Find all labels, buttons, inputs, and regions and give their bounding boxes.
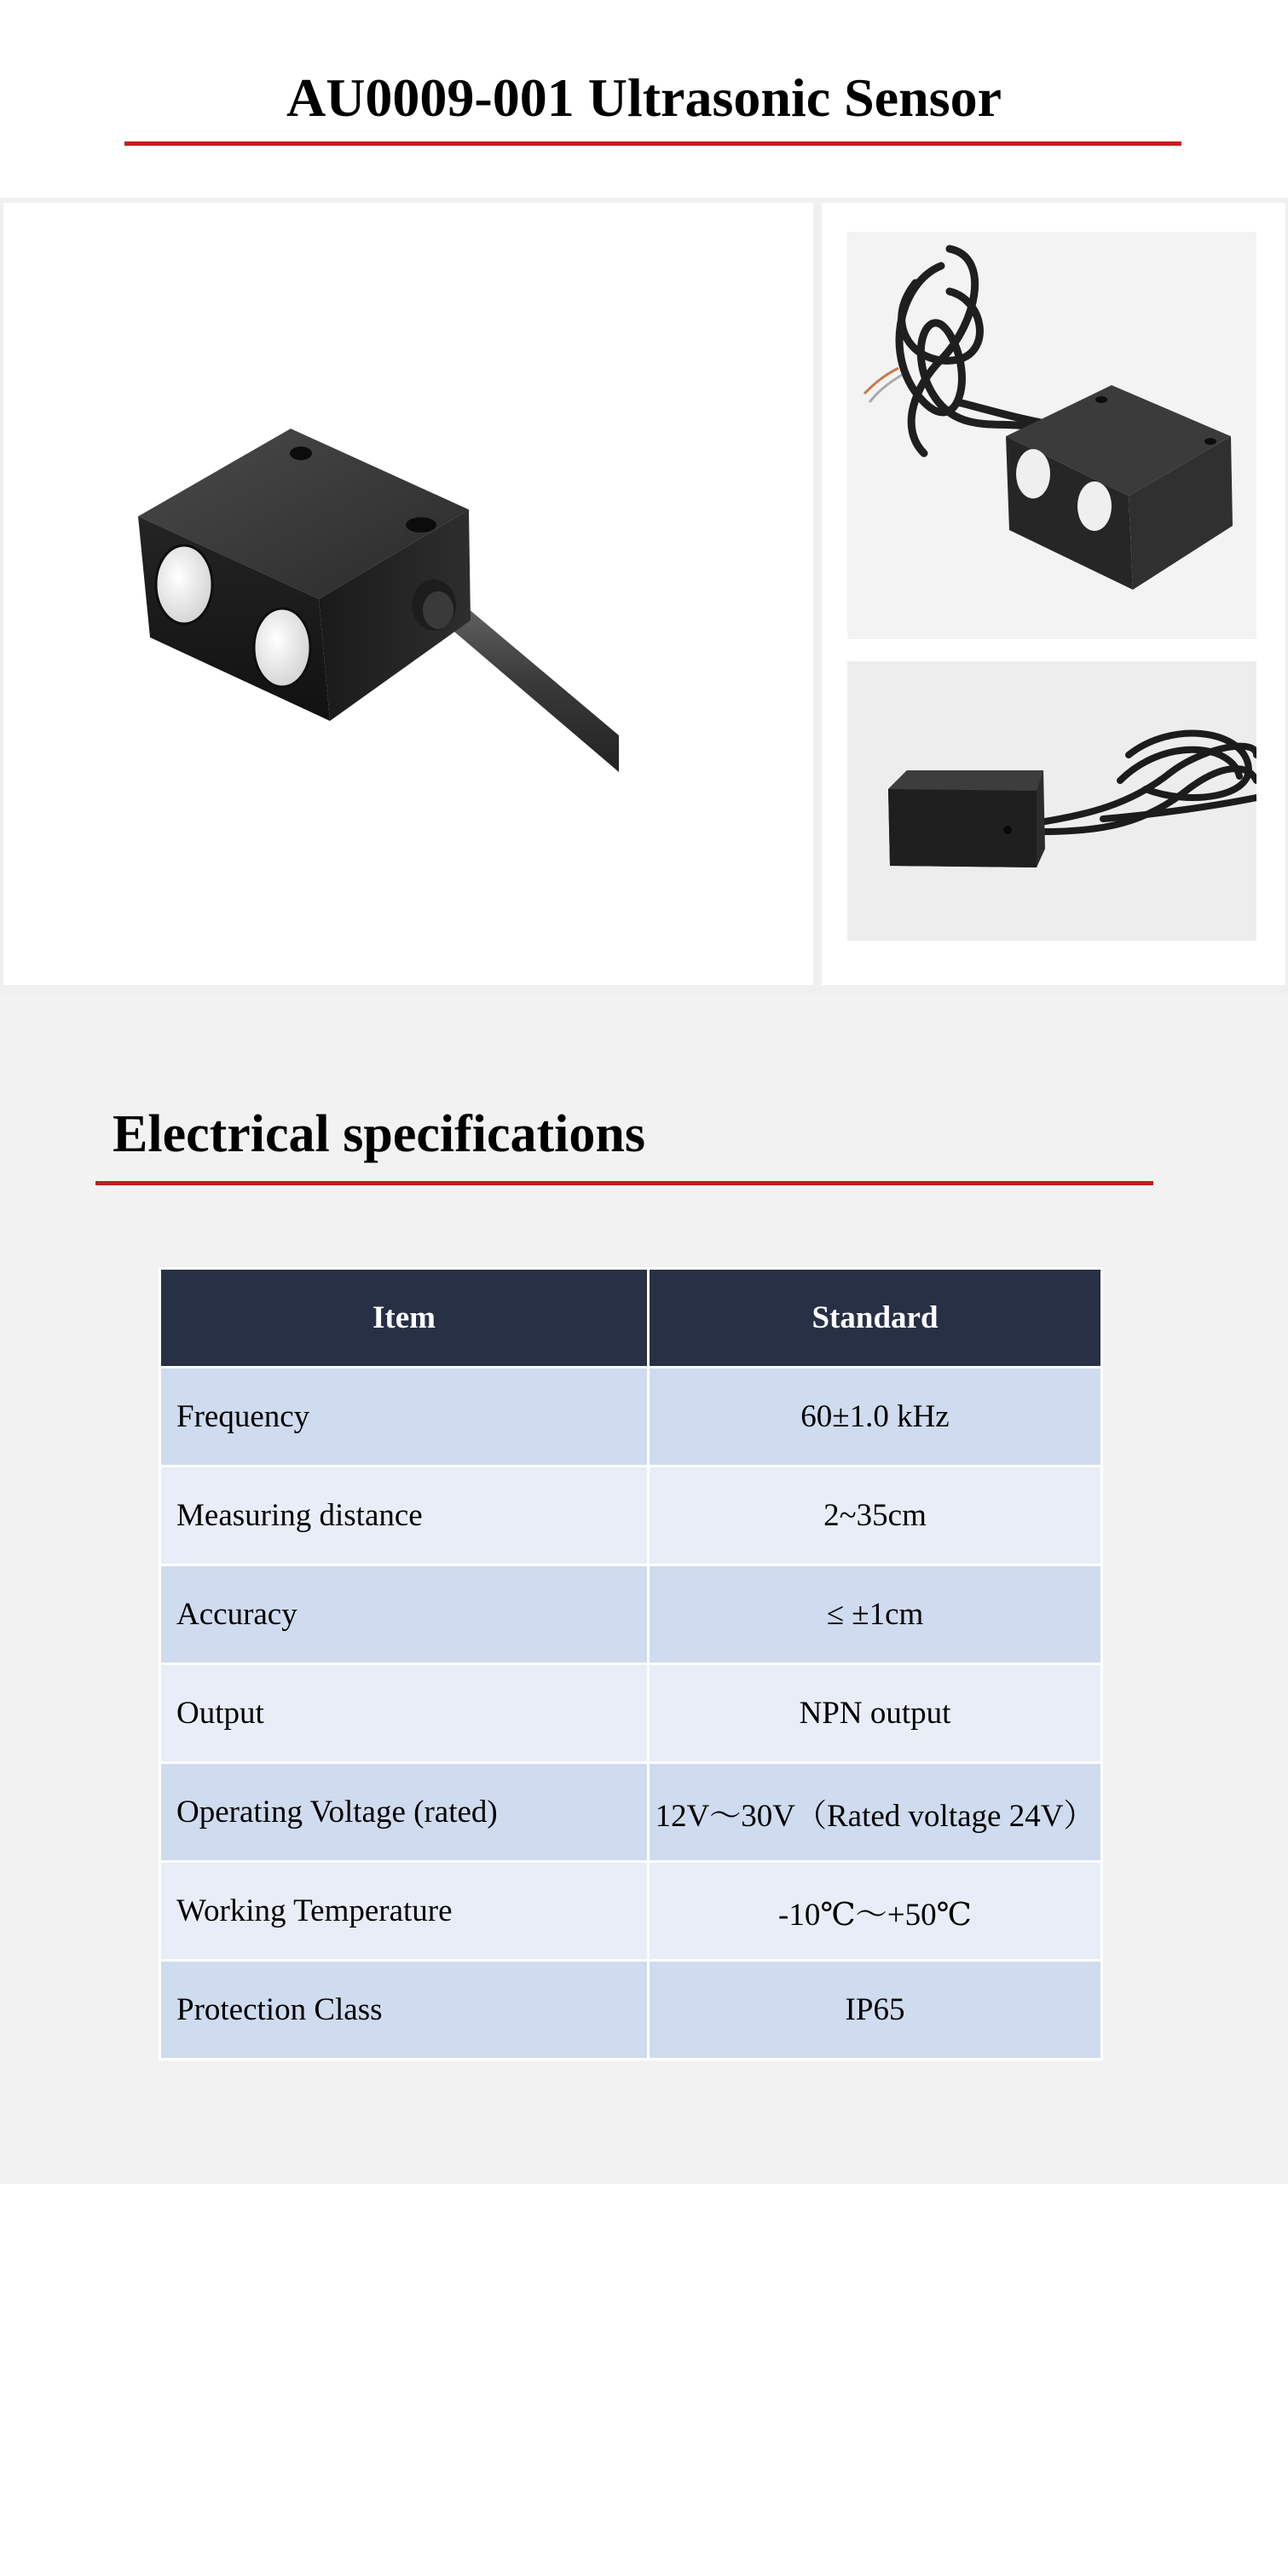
- spec-table: [159, 1267, 1103, 2060]
- standard-cell: 12V～30V（Rated voltage 24V）: [649, 1763, 1102, 1862]
- item-cell: Working Temperature: [160, 1862, 649, 1961]
- table-row: [160, 1862, 1102, 1961]
- item-cell: Output: [160, 1664, 649, 1763]
- main-image-panel: [3, 203, 813, 985]
- table-row: [160, 1368, 1102, 1467]
- column-header-standard: Standard: [649, 1269, 1102, 1368]
- item-cell: Frequency: [160, 1368, 649, 1467]
- table-row: [160, 1467, 1102, 1565]
- item-cell: Operating Voltage (rated): [160, 1763, 649, 1862]
- page-title: AU0009-001 Ultrasonic Sensor: [286, 67, 1002, 128]
- table-row: [160, 1664, 1102, 1763]
- standard-cell: 60±1.0 kHz: [649, 1368, 1102, 1467]
- sensor-photo-angled: [847, 232, 1256, 639]
- title-underline: [124, 141, 1181, 146]
- sensor-render-image: [3, 203, 813, 985]
- standard-cell: ≤ ±1cm: [649, 1565, 1102, 1664]
- page-header: [0, 0, 1288, 198]
- item-cell: Accuracy: [160, 1565, 649, 1664]
- sensor-photo-side: [847, 661, 1256, 941]
- page-footer-blank: [0, 2184, 1288, 2576]
- table-row: [160, 1961, 1102, 2060]
- column-header-item: Item: [160, 1269, 649, 1368]
- table-row: [160, 1763, 1102, 1862]
- table-row: [160, 1565, 1102, 1664]
- item-cell: Measuring distance: [160, 1467, 649, 1565]
- standard-cell: NPN output: [649, 1664, 1102, 1763]
- standard-cell: -10℃～+50℃: [649, 1862, 1102, 1961]
- standard-cell: IP65: [649, 1961, 1102, 2060]
- section-underline: [95, 1181, 1153, 1185]
- item-cell: Protection Class: [160, 1961, 649, 2060]
- table-header-row: [160, 1269, 1102, 1368]
- section-title: Electrical specifications: [113, 1105, 645, 1163]
- electrical-specs-section: [0, 994, 1288, 2184]
- standard-cell: 2~35cm: [649, 1467, 1102, 1565]
